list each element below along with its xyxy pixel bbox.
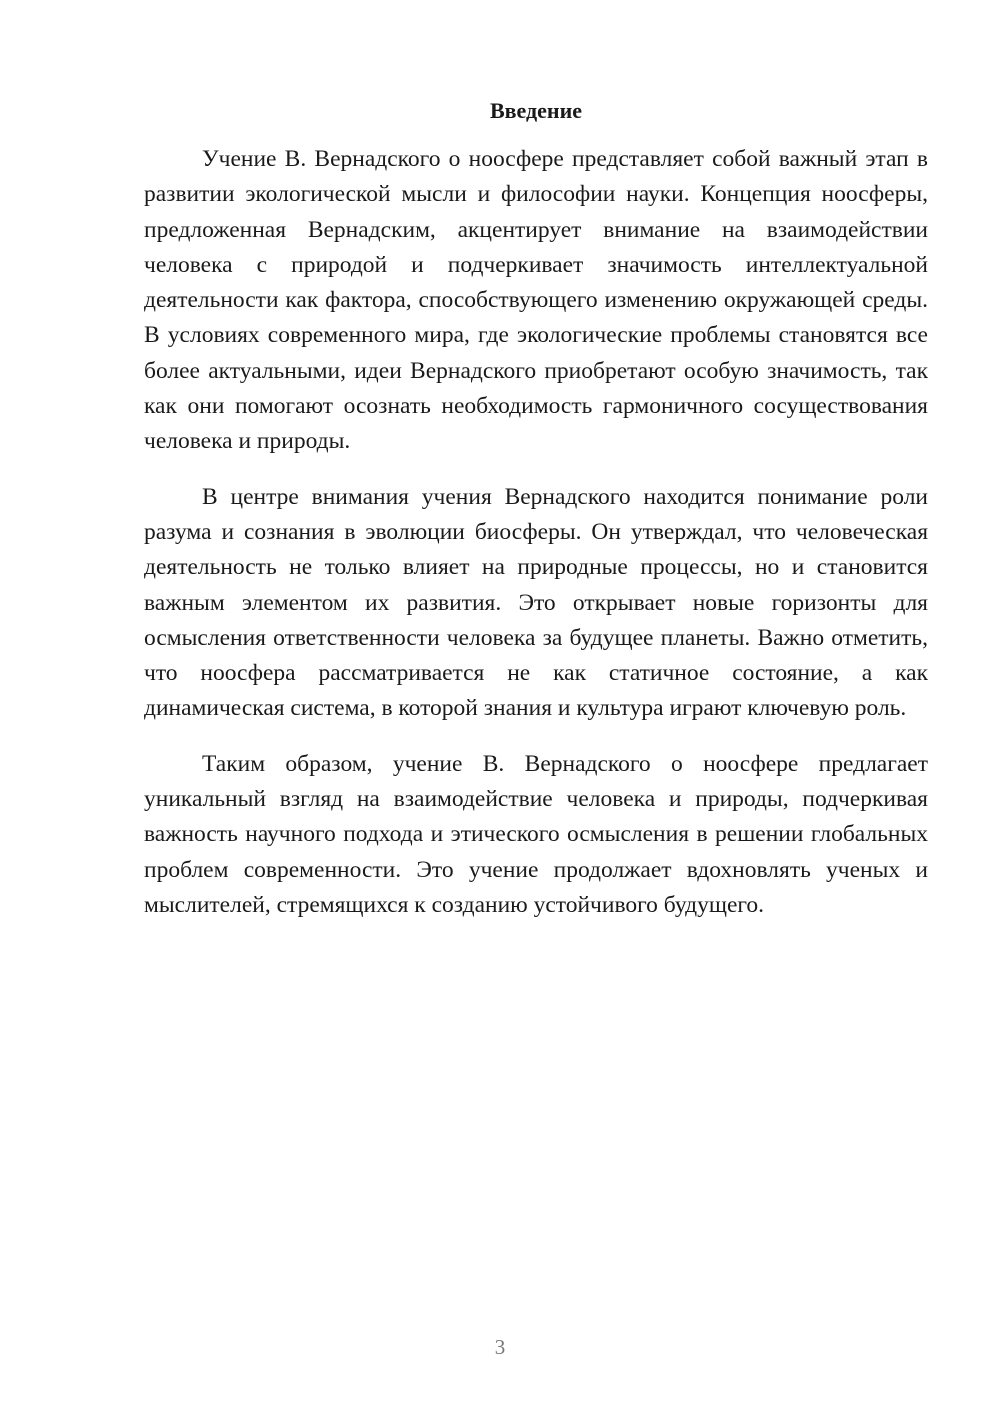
paragraph-2: В центре внимания учения Вернадского находится понимание роли разума и сознания в эволюции биосферы. Он утверждал, что человеческая деятельность не только влияет на природные процессы, но и становится важным элементом их развития. Это открывает новые горизонты для осмысления ответственности человека за будущее планеты. Важно отметить, что ноосфера рассматривается не как статичное состояние, а как динамическая система, в которой знания и культура играют ключевую роль. [144, 483, 928, 722]
page-number: 3 [494, 1335, 506, 1359]
paragraph-1: Учение В. Вернадского о ноосфере представляет собой важный этап в развитии экологической мысли и философии науки. Концепция ноосферы, предложенная Вернадским, акцентирует внимание на взаимодействии человека с природой и подчеркивает значимость интеллектуальной деятельности как фактора, способствующего изменению окружающей среды. В условиях современного мира, где экологические проблемы становятся все более актуальными, идеи Вернадского приобретают особую значимость, так как они помогают осознать необходимость гармоничного сосуществования человека и природы. [144, 146, 928, 455]
body-text [144, 142, 928, 943]
paragraph-3: Таким образом, учение В. Вернадского о ноосфере предлагает уникальный взгляд на взаимодействие человека и природы, подчеркивая важность научного подхода и этического осмысления в решении глобальных проблем современности. Это учение продолжает вдохновлять ученых и мыслителей, стремящихся к созданию устойчивого будущего. [144, 750, 928, 918]
section-heading: Введение [489, 98, 583, 123]
